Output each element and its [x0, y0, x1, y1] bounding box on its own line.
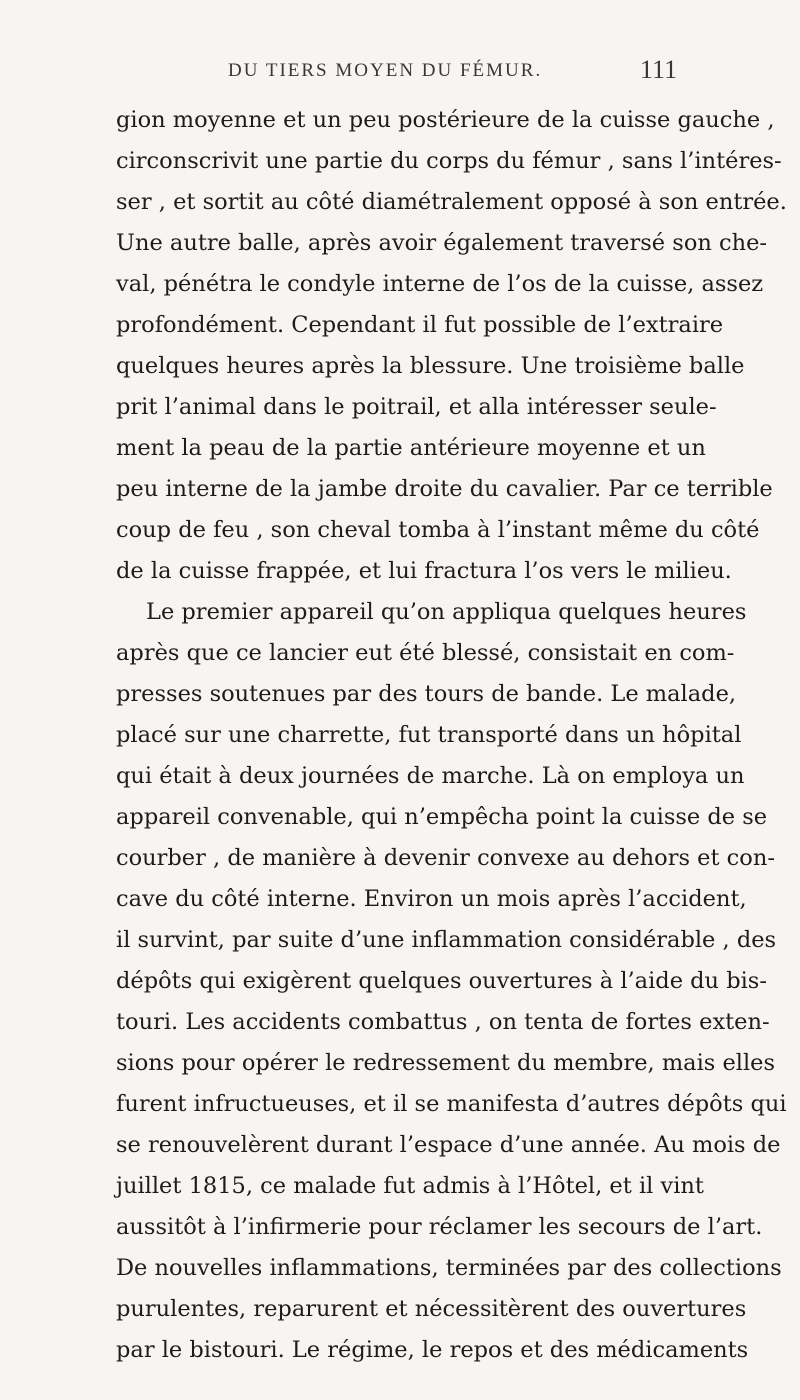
text-line: ser , et sortit au côté diamétralement opposé à son entrée.	[116, 189, 787, 215]
text-line: après que ce lancier eut été blessé, consistait en com-	[116, 640, 735, 666]
text-line: coup de feu , son cheval tomba à l’instant même du côté	[116, 517, 760, 543]
page-number: 111	[640, 55, 678, 84]
text-line: placé sur une charrette, fut transporté dans un hôpital	[116, 722, 742, 748]
paragraph-start-line: Le premier appareil qu’on appliqua quelques heures	[146, 599, 747, 625]
text-line: aussitôt à l’infirmerie pour réclamer les secours de l’art.	[116, 1214, 763, 1240]
text-line: peu interne de la jambe droite du cavalier. Par ce terrible	[116, 476, 773, 502]
text-line: circonscrivit une partie du corps du fémur , sans l’intéres-	[116, 148, 782, 174]
text-line: juillet 1815, ce malade fut admis à l’Hôtel, et il vint	[116, 1173, 704, 1199]
text-line: purulentes, reparurent et nécessitèrent des ouvertures	[116, 1296, 747, 1322]
text-line: prit l’animal dans le poitrail, et alla intéresser seule-	[116, 394, 717, 420]
text-line: appareil convenable, qui n’empêcha point la cuisse de se	[116, 804, 768, 830]
text-line: courber , de manière à devenir convexe au dehors et con-	[116, 845, 775, 871]
body-text	[116, 100, 787, 1371]
text-line: furent infructueuses, et il se manifesta d’autres dépôts qui	[116, 1091, 787, 1117]
text-line: profondément. Cependant il fut possible de l’extraire	[116, 312, 724, 338]
text-line: presses soutenues par des tours de bande. Le malade,	[116, 681, 737, 707]
text-line: qui était à deux journées de marche. Là on employa un	[116, 763, 745, 789]
text-line: ment la peau de la partie antérieure moyenne et un	[116, 435, 706, 461]
text-line: De nouvelles inflammations, terminées par des collections	[116, 1255, 782, 1281]
text-line: quelques heures après la blessure. Une troisième balle	[116, 353, 745, 379]
text-line: gion moyenne et un peu postérieure de la cuisse gauche ,	[116, 107, 775, 133]
text-line: il survint, par suite d’une inflammation considérable , des	[116, 927, 777, 953]
running-header: DU TIERS MOYEN DU FÉMUR.	[228, 60, 543, 81]
text-line: de la cuisse frappée, et lui fractura l’os vers le milieu.	[116, 558, 732, 584]
text-line: Une autre balle, après avoir également traversé son che-	[116, 230, 768, 256]
text-line: cave du côté interne. Environ un mois après l’accident,	[116, 886, 747, 912]
text-line: val, pénétra le condyle interne de l’os de la cuisse, assez	[116, 271, 764, 297]
text-line: sions pour opérer le redressement du membre, mais elles	[116, 1050, 776, 1076]
text-line: se renouvelèrent durant l’espace d’une année. Au mois de	[116, 1132, 781, 1158]
text-line: par le bistouri. Le régime, le repos et des médicaments	[116, 1337, 749, 1363]
text-line: dépôts qui exigèrent quelques ouvertures à l’aide du bis-	[116, 968, 767, 994]
text-line: touri. Les accidents combattus , on tenta de fortes exten-	[116, 1009, 770, 1035]
